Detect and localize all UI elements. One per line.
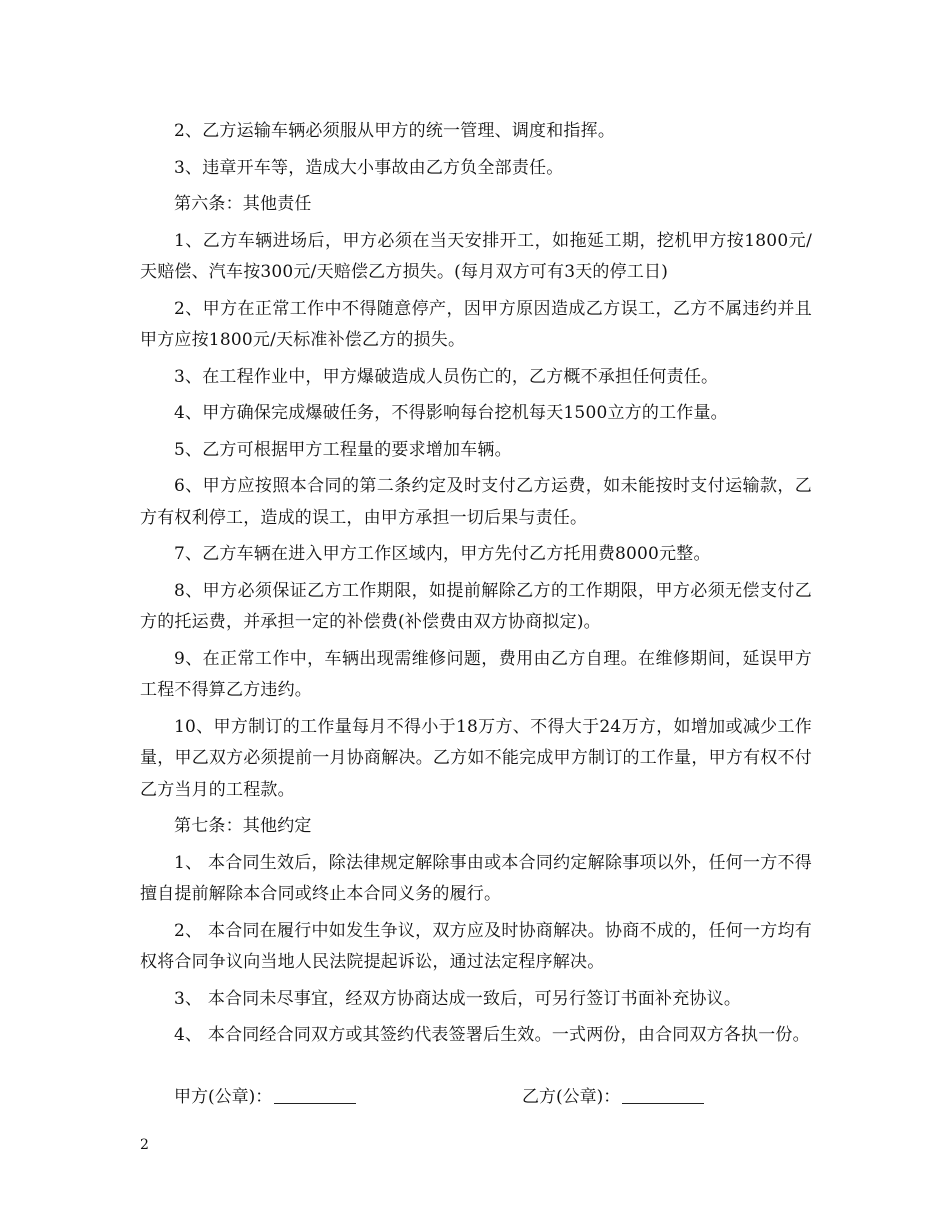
clause-7-item-1: 1、 本合同生效后，除法律规定解除事由或本合同约定解除事项以外，任何一方不得擅自提前解除本合同或终止本合同义务的履行。 <box>140 852 812 904</box>
section-heading-article-6: 第六条：其他责任 <box>174 194 312 214</box>
clause-7-item-4: 4、 本合同经合同双方或其签约代表签署后生效。一式两份，由合同双方各执一份。 <box>174 1025 810 1045</box>
clause-6-item-3: 3、在工程作业中，甲方爆破造成人员伤亡的，乙方概不承担任何责任。 <box>174 366 719 387</box>
clause-6-item-9: 9、在正常工作中，车辆出现需维修问题，费用由乙方自理。在维修期间，延误甲方工程不得算乙方违约。 <box>140 648 812 700</box>
clause-6-item-7: 7、乙方车辆在进入甲方工作区域内，甲方先付乙方托用费8000元整。 <box>174 544 711 564</box>
party-a-seal-label: 甲方(公章)： <box>174 1087 273 1107</box>
clause-5-item-2: 2、乙方运输车辆必须服从甲方的统一管理、调度和指挥。 <box>174 121 616 141</box>
clause-7-item-3: 3、 本合同未尽事宜，经双方协商达成一致后，可另行签订书面补充协议。 <box>174 988 742 1009</box>
clause-5-item-3: 3、违章开车等，造成大小事故由乙方负全部责任。 <box>174 157 564 178</box>
party-b-seal-label: 乙方(公章)： <box>522 1087 621 1107</box>
party-b-signature <box>522 1084 704 1110</box>
clause-7-item-2: 2、 本合同在履行中如发生争议，双方应及时协商解决。协商不成的，任何一方均有权将合同争议向当地人民法院提起诉讼，通过法定程序解决。 <box>140 920 812 972</box>
clause-6-item-1: 1、乙方车辆进场后，甲方必须在当天安排开工，如拖延工期，挖机甲方按1800元/天赔偿、汽车按300元/天赔偿乙方损失。(每月双方可有3天的停工日) <box>140 230 812 282</box>
section-heading-article-7: 第七条：其他约定 <box>174 816 312 836</box>
clause-6-item-8: 8、甲方必须保证乙方工作期限，如提前解除乙方的工作期限，甲方必须无偿支付乙方的托运费，并承担一定的补偿费(补偿费由双方协商拟定)。 <box>140 580 812 632</box>
clause-6-item-4: 4、甲方确保完成爆破任务，不得影响每台挖机每天1500立方的工作量。 <box>174 403 728 423</box>
party-a-signature-line <box>274 1085 356 1104</box>
clause-6-item-6: 6、甲方应按照本合同的第二条约定及时支付乙方运费，如未能按时支付运输款，乙方有权利停工，造成的误工，由甲方承担一切后果与责任。 <box>140 476 812 528</box>
party-a-signature <box>174 1084 356 1110</box>
clause-6-item-5: 5、乙方可根据甲方工程量的要求增加车辆。 <box>174 439 512 460</box>
clause-6-item-10: 10、甲方制订的工作量每月不得小于18万方、不得大于24万方，如增加或减少工作量，甲乙双方必须提前一月协商解决。乙方如不能完成甲方制订的工作量，甲方有权不付乙方当月的工程款。 <box>140 716 812 800</box>
page-number: 2 <box>140 1137 149 1153</box>
party-b-signature-line <box>622 1085 704 1104</box>
contract-body <box>140 116 812 1052</box>
clause-6-item-2: 2、甲方在正常工作中不得随意停产，因甲方原因造成乙方误工，乙方不属违约并且甲方应按1800元/天标准补偿乙方的损失。 <box>140 298 812 350</box>
